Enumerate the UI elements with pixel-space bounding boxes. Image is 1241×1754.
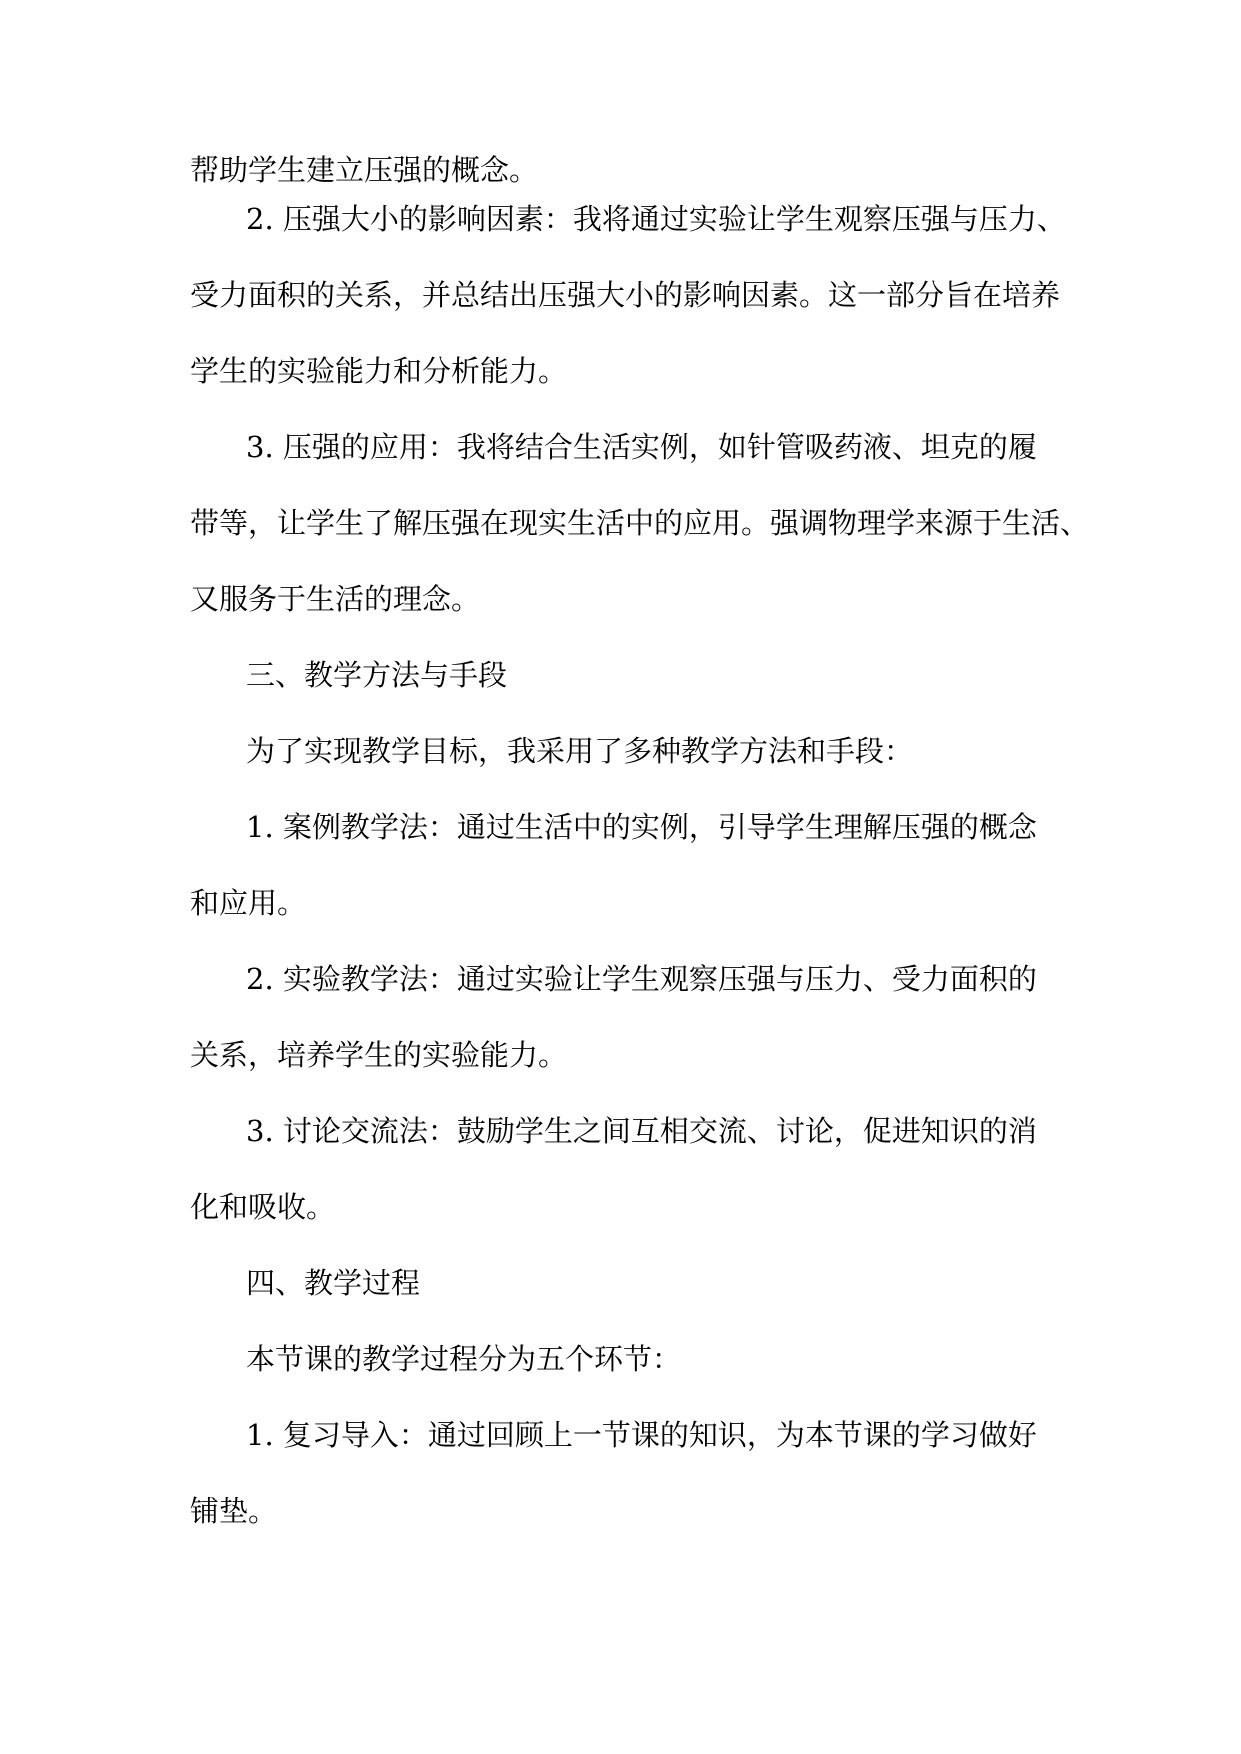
text-line: 受力面积的关系，并总结出压强大小的影响因素。这一部分旨在培养 [190,278,1061,312]
section-heading: 四、教学过程 [246,1266,421,1300]
text-line: 本节课的教学过程分为五个环节： [246,1342,682,1376]
text-line: 化和吸收。 [190,1190,336,1224]
text-line: 关系，培养学生的实验能力。 [190,1038,568,1072]
text-line: 1. 复习导入：通过回顾上一节课的知识，为本节课的学习做好 [246,1418,1037,1452]
text-line: 和应用。 [190,886,307,920]
text-line: 3. 讨论交流法：鼓励学生之间互相交流、讨论，促进知识的消 [246,1114,1037,1148]
text-line: 学生的实验能力和分析能力。 [190,354,568,388]
text-line: 帮助学生建立压强的概念。 [190,153,539,187]
text-line: 又服务于生活的理念。 [190,582,481,616]
text-line: 2. 压强大小的影响因素：我将通过实验让学生观察压强与压力、 [246,202,1066,236]
text-line: 1. 案例教学法：通过生活中的实例，引导学生理解压强的概念 [246,810,1037,844]
section-heading: 三、教学方法与手段 [246,658,508,692]
text-line: 2. 实验教学法：通过实验让学生观察压强与压力、受力面积的 [246,962,1037,996]
text-line: 为了实现教学目标，我采用了多种教学方法和手段： [246,734,914,768]
text-line: 带等，让学生了解压强在现实生活中的应用。强调物理学来源于生活、 [190,506,1090,540]
text-line: 3. 压强的应用：我将结合生活实例，如针管吸药液、坦克的履 [246,430,1037,464]
text-line: 铺垫。 [190,1494,278,1528]
